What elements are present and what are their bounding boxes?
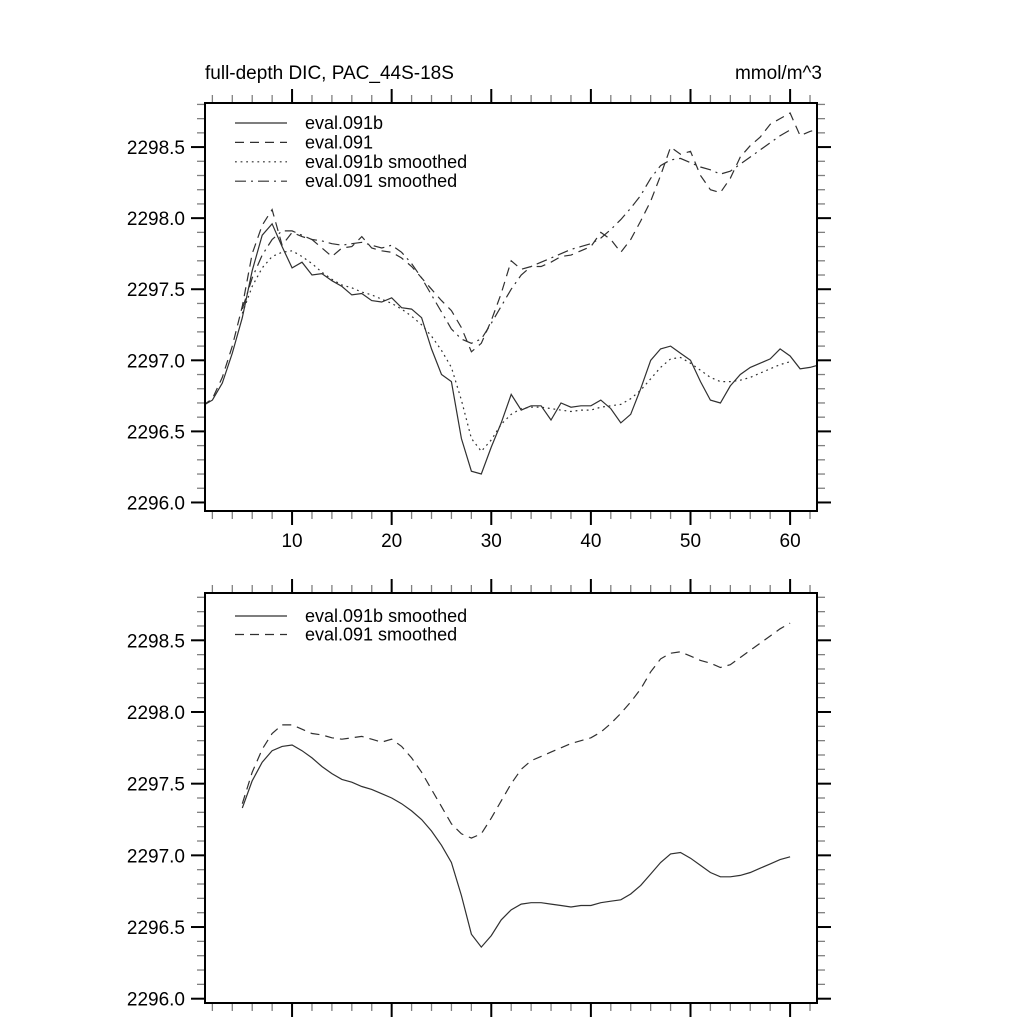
y-axis-tick-label: 2298.0	[126, 702, 185, 724]
series-eval-091	[202, 113, 820, 406]
legend-label: eval.091b	[305, 113, 384, 133]
legend-label: eval.091 smoothed	[305, 171, 458, 192]
top-curves	[202, 113, 820, 474]
y-axis-tick-label: 2296.0	[126, 493, 185, 515]
bottom-axes	[191, 579, 831, 1017]
top-legend	[235, 113, 467, 191]
units-label: mmol/m^3	[734, 63, 822, 84]
series-eval-091-smoothed	[242, 623, 790, 838]
series-eval-091b-smoothed	[242, 745, 790, 947]
x-axis-tick-label: 50	[679, 531, 702, 552]
y-axis-tick-label: 2297.0	[126, 846, 185, 868]
y-axis-tick-label: 2298.0	[126, 209, 185, 231]
bottom-curves	[242, 623, 790, 947]
plot-border	[205, 593, 817, 1003]
legend-label: eval.091b smoothed	[305, 151, 468, 172]
y-axis-tick-label: 2297.5	[126, 774, 185, 796]
bottom-panel	[127, 579, 831, 1017]
y-axis-tick-label: 2296.5	[126, 918, 185, 940]
top-panel	[127, 89, 831, 552]
y-axis-tick-label: 2297.0	[126, 351, 185, 373]
x-axis-tick-label: 10	[281, 531, 303, 552]
bottom-legend	[235, 606, 467, 645]
y-axis-tick-label: 2298.5	[126, 631, 185, 653]
top-axes	[191, 89, 831, 525]
y-axis-tick-label: 2296.5	[126, 422, 185, 444]
x-axis-tick-label: 30	[480, 531, 502, 552]
chart-title: full-depth DIC, PAC_44S-18S	[205, 63, 454, 84]
series-eval-091b-smoothed	[242, 251, 790, 451]
y-axis-tick-label: 2297.5	[126, 280, 185, 302]
plot-border	[205, 103, 817, 511]
x-axis-tick-label: 60	[779, 531, 801, 552]
y-axis-tick-label: 2296.0	[126, 989, 185, 1011]
legend-label: eval.091	[305, 132, 374, 153]
legend-label: eval.091 smoothed	[305, 624, 458, 645]
y-axis-tick-label: 2298.5	[126, 138, 185, 160]
x-axis-tick-label: 20	[381, 531, 403, 552]
x-axis-tick-label: 40	[580, 531, 602, 552]
legend-label: eval.091b smoothed	[305, 606, 468, 626]
